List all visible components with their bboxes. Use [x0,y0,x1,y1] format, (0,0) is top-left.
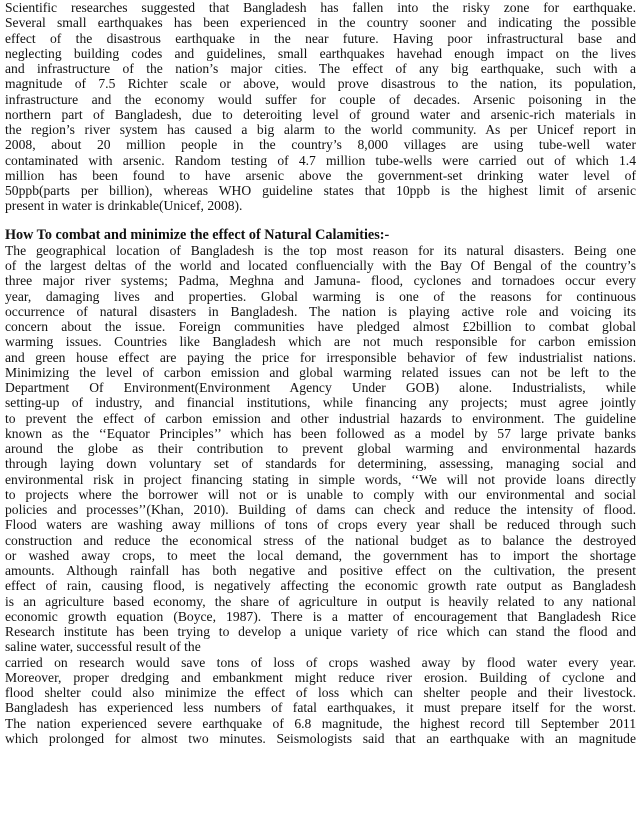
text-line: Scientific researches suggested that Bangladesh has fallen into the risky zone for earthquake. [5,0,636,15]
text-line: or washed away crops, to meet the local demand, the government has to import the shortage [5,547,636,563]
text-line: environmental risk in project financing stating in simple words, ‘‘We will not provide loans directly [5,471,636,487]
text-line: setting-up of industry, and financial institutions, while financing any projects; must agree jointly [5,395,636,411]
text-line: known as the ‘‘Equator Principles’’ which has been followed as a model by 57 large private banks [5,425,636,441]
text-line: three major river systems; Padma, Meghna and Jamuna- flood, cyclones and tornadoes occur every [5,273,636,289]
text-line: The geographical location of Bangladesh is the top most reason for its natural disasters. Being one [5,242,636,258]
document-page [5,0,636,746]
text-line: and green house effect are paying the price for irresponsible behavior of few industrialist nations. [5,349,636,365]
text-line: and infrastructure of the nation’s major cities. The effect of any big earthquake, such with a [5,61,636,76]
paragraph-natural-calamities [5,243,636,655]
text-line: Moreover, proper dredging and embankment might reduce river erosion. Building of cyclone and [5,669,636,685]
text-line: Bangladesh has experienced less numbers of fatal earthquakes, it must prepare itself for the worst. [5,700,636,716]
text-line: to projects where the borrower will not or is unable to comply with our environmental and social [5,486,636,502]
text-line: 50ppb(parts per billion), whereas WHO guideline states that 10ppb is the highest limit of arsenic [5,183,636,198]
section-heading: How To combat and minimize the effect of Natural Calamities:- [5,226,390,243]
text-line: economic growth equation (Boyce, 1987). There is a matter of encouragement that Bangladesh Rice [5,608,636,624]
text-line: carried on research would save tons of loss of crops washed away by flood water every year. [5,654,636,670]
text-line: Department Of Environment(Environment Agency Under GOB) alone. Industrialists, while [5,380,636,395]
text-line: is an agriculture based economy, the share of agriculture in output is heavily related to any national [5,593,636,609]
text-line: amounts. Although rainfall has both negative and positive effect on the cultivation, the present [5,563,636,578]
text-line: to prevent the effect of carbon emission and other industrial hazards to environment. The guideline [5,410,636,426]
text-line: present in water is drinkable(Unicef, 2008). [5,198,243,214]
text-line: of the largest deltas of the world and located confluencially with the Bay Of Bengal of the country’s [5,258,636,273]
text-line: magnitude of 7.5 Richter scale or above, would prove disastrous to the nation, its population, [5,76,636,92]
text-line: which prolonged for almost two minutes. Seismologists said that an earthquake with an magnitude [5,730,636,746]
text-line: The nation experienced severe earthquake of 6.8 magnitude, the highest record till September 2011 [5,715,636,731]
text-line: the region’s river system has caused a big alarm to the world community. As per Unicef report in [5,122,636,137]
text-line: Minimizing the level of carbon emission and global warming related issues can not be left to the [5,364,636,380]
text-line: construction and reduce the economical stress of the national budget as to balance the destroyed [5,532,636,548]
text-line: Flood waters are washing away millions of tons of crops every year shall be reduced through such [5,517,636,533]
text-line: concern about the issue. Foreign communities have pledged almost £2billion to combat global [5,319,636,334]
text-line: occurrence of natural disasters in Bangladesh. The nation is playing active role and voicing its [5,303,636,319]
text-line: contaminated with arsenic. Random testing of 4.7 million tube-wells were carried out of which 1.4 [5,152,636,168]
text-line: Several small earthquakes has been experienced in the country sooner and indicating the possible [5,15,636,31]
text-line: warming issues. Countries like Bangladesh which are not much responsible for carbon emission [5,334,636,350]
text-line: neglecting building codes and guidelines, small earthquakes havehad enough impact on the lives [5,45,636,61]
text-line: 2008, about 20 million people in the country’s 8,000 villages are using tube-well water [5,137,636,153]
text-line: infrastructure and the economy would suffer for couple of decades. Arsenic poisoning in the [5,91,636,107]
text-line: year, damaging lives and properties. Global warming is one of the reasons for continuous [5,288,636,304]
text-line: million has been found to have arsenic above the government-set drinking water level of [5,167,636,183]
text-line: effect of the disastrous earthquake in the near future. Having poor infrastructural base and [5,30,636,46]
text-line: flood shelter could also minimize the effect of loss which can shelter people and their livestock. [5,685,636,700]
text-line: northern part of Bangladesh, due to deteroiting level of ground water and arsenic-rich materials in [5,106,636,122]
text-line: through laying down voluntary set of standards for determining, assessing, managing social and [5,456,636,472]
text-line: saline water, successful result of the [5,639,201,655]
text-line: Research institute has been trying to develop a unique variety of rice which can stand the flood and [5,624,636,639]
text-line: around the globe as their contribution to prevent global warming and environmental hazards [5,441,636,456]
paragraph-earthquake-arsenic [5,0,636,214]
paragraph-research-continuation [5,655,636,747]
text-line: effect of rain, causing flood, is negatively affecting the economic growth rate output as Bangladesh [5,578,636,594]
text-line: policies and processes’’(Khan, 2010). Building of dams can check and reduce the intensity of flood. [5,502,636,517]
